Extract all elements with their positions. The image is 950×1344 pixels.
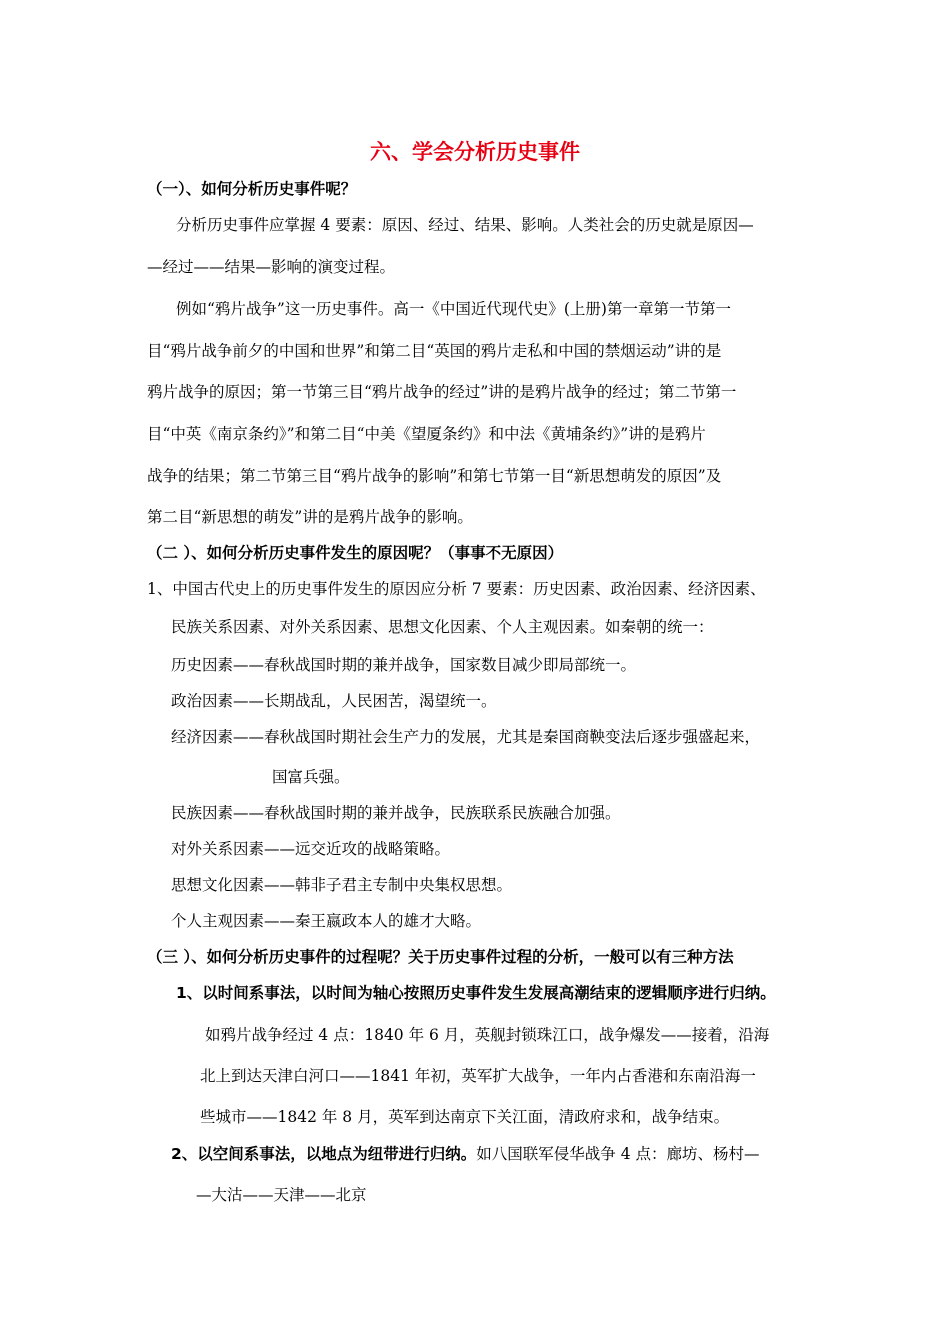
paragraph-line: 分析历史事件应掌握 4 要素：原因、经过、结果、影响。人类社会的历史就是原因— <box>176 216 754 234</box>
paragraph-line: 目“鸦片战争前夕的中国和世界”和第二目“英国的鸦片走私和中国的禁烟运动”讲的是 <box>147 342 722 360</box>
paragraph-line: —大沽——天津——北京 <box>196 1186 367 1204</box>
section-2-heading: （二 ）、如何分析历史事件发生的原因呢？（事事不无原因） <box>147 544 564 562</box>
method-2-example: 如八国联军侵华战争 4 点：廊坊、杨村— <box>476 1145 760 1163</box>
paragraph-line: 些城市——1842 年 8 月，英军到达南京下关江面，清政府求和，战争结束。 <box>200 1108 730 1126</box>
factor-item: 政治因素——长期战乱，人民困苦，渴望统一。 <box>171 692 497 710</box>
paragraph-line: 战争的结果；第二节第三目“鸦片战争的影响”和第七节第一目“新思想萌发的原因”及 <box>147 467 722 485</box>
section-1-heading: （一）、如何分析历史事件呢？ <box>147 180 357 198</box>
paragraph-line: —经过——结果—影响的演变过程。 <box>147 258 396 276</box>
method-2-line <box>171 1143 760 1165</box>
paragraph-line: 民族关系因素、对外关系因素、思想文化因素、个人主观因素。如秦朝的统一： <box>171 618 714 636</box>
paragraph-line: 鸦片战争的原因；第一节第三目“鸦片战争的经过”讲的是鸦片战争的经过；第二节第一 <box>147 383 737 401</box>
paragraph-line: 第二目“新思想的萌发”讲的是鸦片战争的影响。 <box>147 508 473 526</box>
paragraph-line: 目“中英《南京条约》”和第二目“中美《望厦条约》和中法《黄埔条约》”讲的是鸦片 <box>147 425 706 443</box>
factor-item-continuation: 国富兵强。 <box>272 768 350 786</box>
page-title: 六、学会分析历史事件 <box>370 140 580 164</box>
paragraph-line: 北上到达天津白河口——1841 年初，英军扩大战争，一年内占香港和东南沿海一 <box>200 1067 756 1085</box>
method-2-heading: 2、以空间系事法，以地点为纽带进行归纳。 <box>171 1145 477 1163</box>
method-1-heading: 1、以时间系事法，以时间为轴心按照历史事件发生发展高潮结束的逻辑顺序进行归纳。 <box>176 984 776 1002</box>
factor-item: 经济因素——春秋战国时期社会生产力的发展，尤其是秦国商鞅变法后逐步强盛起来， <box>171 728 761 746</box>
factor-item: 思想文化因素——韩非子君主专制中央集权思想。 <box>171 876 513 894</box>
factor-item: 个人主观因素——秦王嬴政本人的雄才大略。 <box>171 912 482 930</box>
section-3-heading: （三 ）、如何分析历史事件的过程呢？关于历史事件过程的分析，一般可以有三种方法 <box>147 948 734 966</box>
factor-item: 历史因素——春秋战国时期的兼并战争，国家数目减少即局部统一。 <box>171 656 637 674</box>
paragraph-line: 如鸦片战争经过 4 点：1840 年 6 月，英舰封锁珠江口，战争爆发——接着，沿海 <box>205 1026 770 1044</box>
factor-item: 民族因素——春秋战国时期的兼并战争，民族联系民族融合加强。 <box>171 804 621 822</box>
paragraph-line: 1、中国古代史上的历史事件发生的原因应分析 7 要素：历史因素、政治因素、经济因素、 <box>147 580 766 598</box>
factor-item: 对外关系因素——远交近攻的战略策略。 <box>171 840 451 858</box>
paragraph-line: 例如“鸦片战争”这一历史事件。高一《中国近代现代史》(上册)第一章第一节第一 <box>176 300 731 318</box>
